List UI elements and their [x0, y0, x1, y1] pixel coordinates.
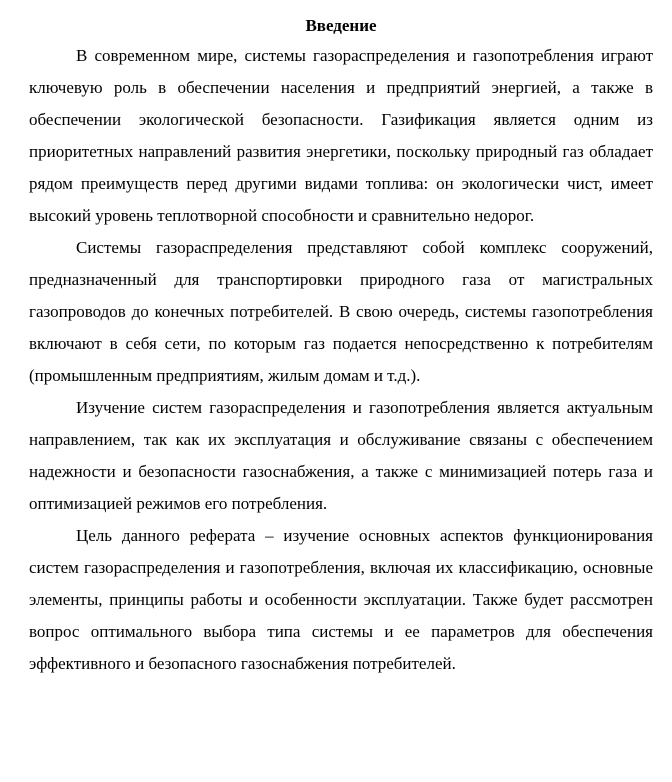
- paragraph-relevance: Изучение систем газораспределения и газопотребления является актуальным направлением, так как их эксплуатация и обслуживание связаны с обеспечением надежности и безопасности газоснабжения, а также с минимизацией потерь газа и оптимизацией режимов его потребления.: [29, 398, 653, 513]
- paragraph-goal: Цель данного реферата – изучение основных аспектов функционирования систем газораспределения и газопотребления, включая их классификацию, основные элементы, принципы работы и особенности эксплуатации. Также будет рассмотрен вопрос оптимального выбора типа системы и ее параметров для обеспечения эффективного и безопасного газоснабжения потребителей.: [29, 526, 653, 673]
- section-title: Введение: [305, 16, 377, 35]
- paragraph-distribution-systems: Системы газораспределения представляют собой комплекс сооружений, предназначенный для транспортировки природного газа от магистральных газопроводов до конечных потребителей. В свою очередь, системы газопотребления включают в себя сети, по которым газ подается непосредственно к потребителям (промышленным предприятиям, жилым домам и т.д.).: [29, 238, 653, 385]
- paragraph-intro: В современном мире, системы газораспределения и газопотребления играют ключевую роль в обеспечении населения и предприятий энергией, а также в обеспечении экологической безопасности. Газификация является одним из приоритетных направлений развития энергетики, поскольку природный газ обладает рядом преимуществ перед другими видами топлива: он экологически чист, имеет высокий уровень теплотворной способности и сравнительно недорог.: [29, 46, 653, 225]
- document-page: [29, 16, 653, 680]
